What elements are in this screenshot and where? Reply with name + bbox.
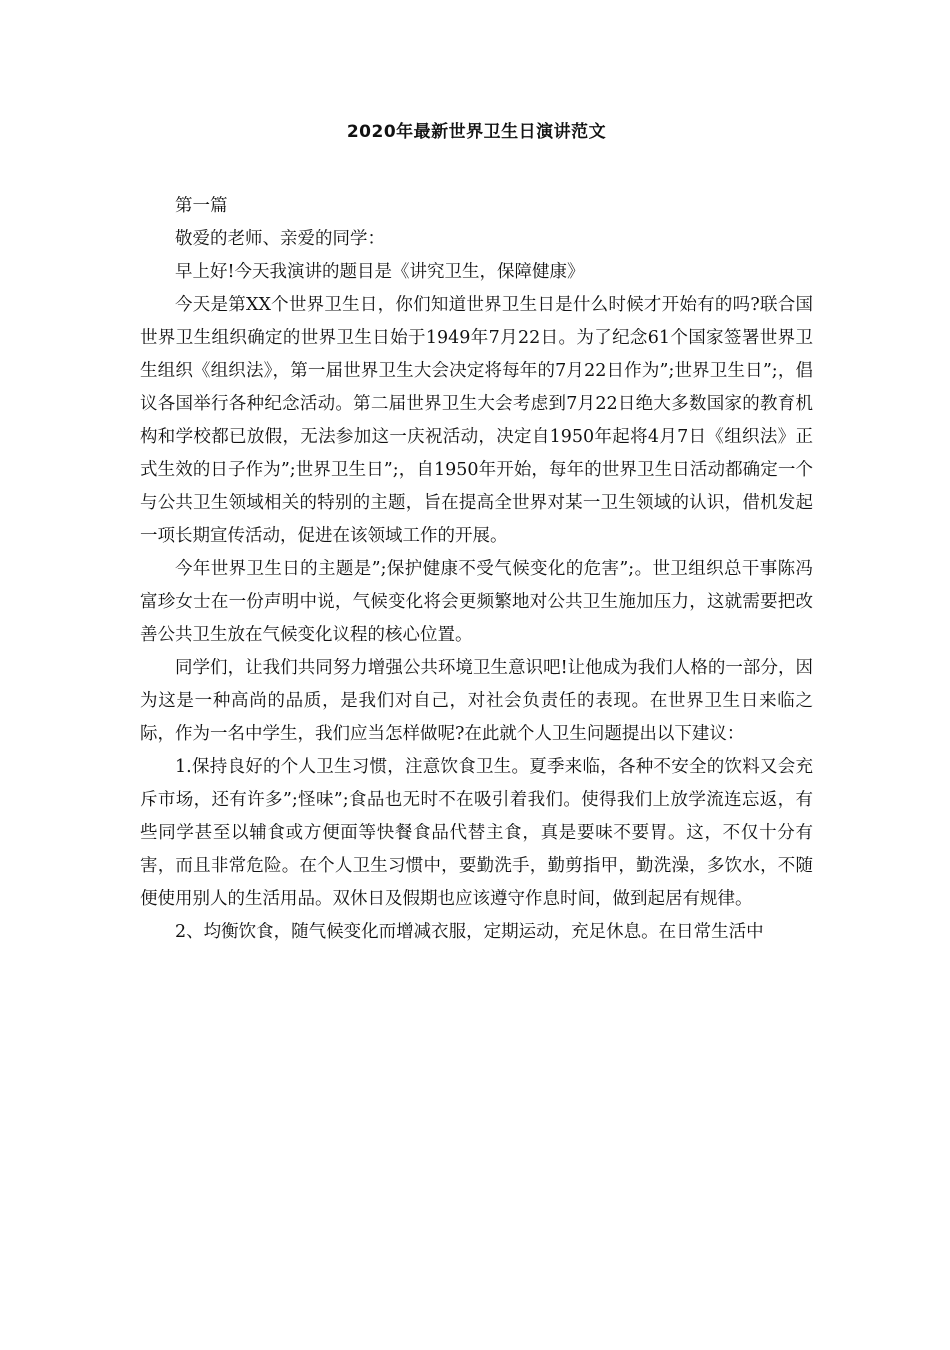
body-paragraph: 今年世界卫生日的主题是”;保护健康不受气候变化的危害”;。世卫组织总干事陈冯富珍女士在一份声明中说，气候变化将会更频繁地对公共卫生施加压力，这就需要把改善公共卫生放在气候变化议程的核心位置。 [140, 559, 813, 645]
body-paragraph: 1.保持良好的个人卫生习惯，注意饮食卫生。夏季来临，各种不安全的饮料又会充斥市场，还有许多”;怪味”;食品也无时不在吸引着我们。使得我们上放学流连忘返，有些同学甚至以辅食或方便面等快餐食品代替主食，真是要味不要胃。这，不仅十分有害，而且非常危险。在个人卫生习惯中，要勤洗手，勤剪指甲，勤洗澡，多饮水，不随便使用别人的生活用品。双休日及假期也应该遵守作息时间，做到起居有规律。 [140, 757, 813, 909]
salutation: 敬爱的老师、亲爱的同学： [175, 229, 385, 249]
body-paragraph: 同学们，让我们共同努力增强公共环境卫生意识吧!让他成为我们人格的一部分，因为这是一种高尚的品质，是我们对自己，对社会负责任的表现。在世界卫生日来临之际，作为一名中学生，我们应当怎样做呢?在此就个人卫生问题提出以下建议： [140, 658, 813, 744]
section-heading: 第一篇 [175, 196, 228, 216]
body-paragraph: 2、均衡饮食，随气候变化而增减衣服，定期运动，充足休息。在日常生活中 [175, 922, 764, 942]
body-paragraph: 今天是第XX个世界卫生日，你们知道世界卫生日是什么时候才开始有的吗?联合国世界卫生组织确定的世界卫生日始于1949年7月22日。为了纪念61个国家签署世界卫生组织《组织法》，第一届世界卫生大会决定将每年的7月22日作为”;世界卫生日”;，倡议各国举行各种纪念活动。第二届世界卫生大会考虑到7月22日绝大多数国家的教育机构和学校都已放假，无法参加这一庆祝活动，决定自1950年起将4月7日《组织法》正式生效的日子作为”;世界卫生日”;，自1950年开始，每年的世界卫生日活动都确定一个与公共卫生领域相关的特别的主题，旨在提高全世界对某一卫生领域的认识，借机发起一项长期宣传活动，促进在该领域工作的开展。 [140, 295, 813, 546]
document-body [140, 190, 813, 949]
document-page [0, 120, 950, 1350]
greeting-paragraph: 早上好!今天我演讲的题目是《讲究卫生，保障健康》 [175, 262, 585, 282]
document-title: 2020年最新世界卫生日演讲范文 [346, 122, 607, 142]
